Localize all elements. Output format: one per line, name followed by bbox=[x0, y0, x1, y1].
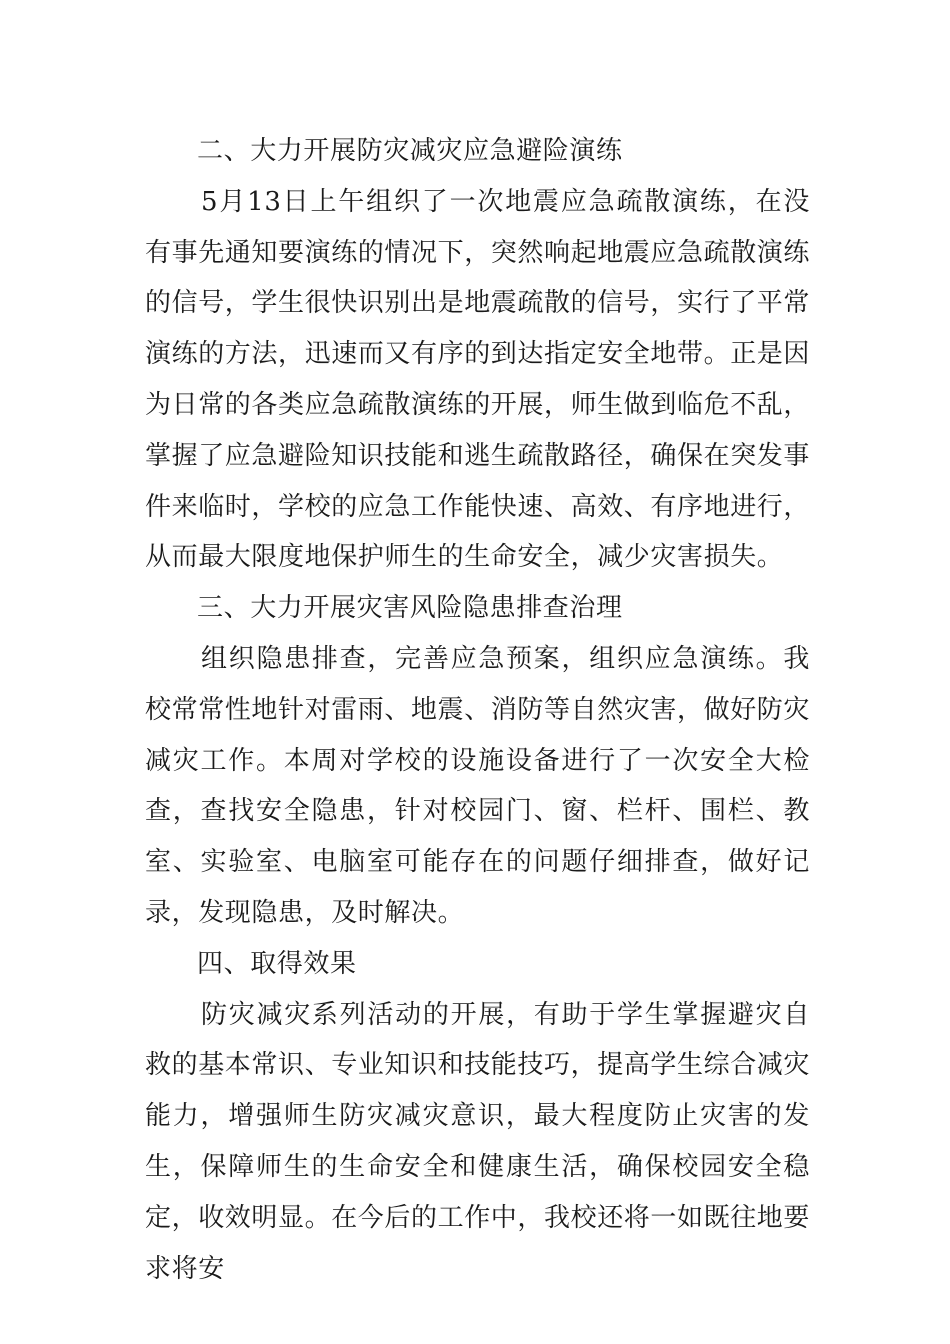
section-heading-4: 四、取得效果 bbox=[197, 948, 357, 979]
section-paragraph-3: 组织隐患排查，完善应急预案，组织应急演练。我校常常性地针对雷雨、地震、消防等自然灾害，做好防灾减灾工作。本周对学校的设施设备进行了一次安全大检查，查找安全隐患，针对校园门、窗、栏杆、围栏、教室、实验室、电脑室可能存在的问题仔细排查，做好记录，发现隐患，及时解决。 bbox=[145, 643, 811, 928]
section-paragraph-4: 防灾减灾系列活动的开展，有助于学生掌握避灾自救的基本常识、专业知识和技能技巧，提高学生综合减灾能力，增强师生防灾减灾意识，最大程度防止灾害的发生，保障师生的生命安全和健康生活，确保校园安全稳定，收效明显。在今后的工作中，我校还将一如既往地要求将安 bbox=[145, 999, 811, 1284]
section-paragraph-2: 5月13日上午组织了一次地震应急疏散演练，在没有事先通知要演练的情况下，突然响起地震应急疏散演练的信号，学生很快识别出是地震疏散的信号，实行了平常演练的方法，迅速而又有序的到达指定安全地带。正是因为日常的各类应急疏散演练的开展，师生做到临危不乱，掌握了应急避险知识技能和逃生疏散路径，确保在突发事件来临时，学校的应急工作能快速、高效、有序地进行，从而最大限度地保护师生的生命安全，减少灾害损失。 bbox=[145, 186, 811, 573]
document-body bbox=[145, 126, 810, 1294]
section-heading-2: 二、大力开展防灾减灾应急避险演练 bbox=[197, 136, 623, 166]
section-heading-3: 三、大力开展灾害风险隐患排查治理 bbox=[197, 593, 623, 624]
